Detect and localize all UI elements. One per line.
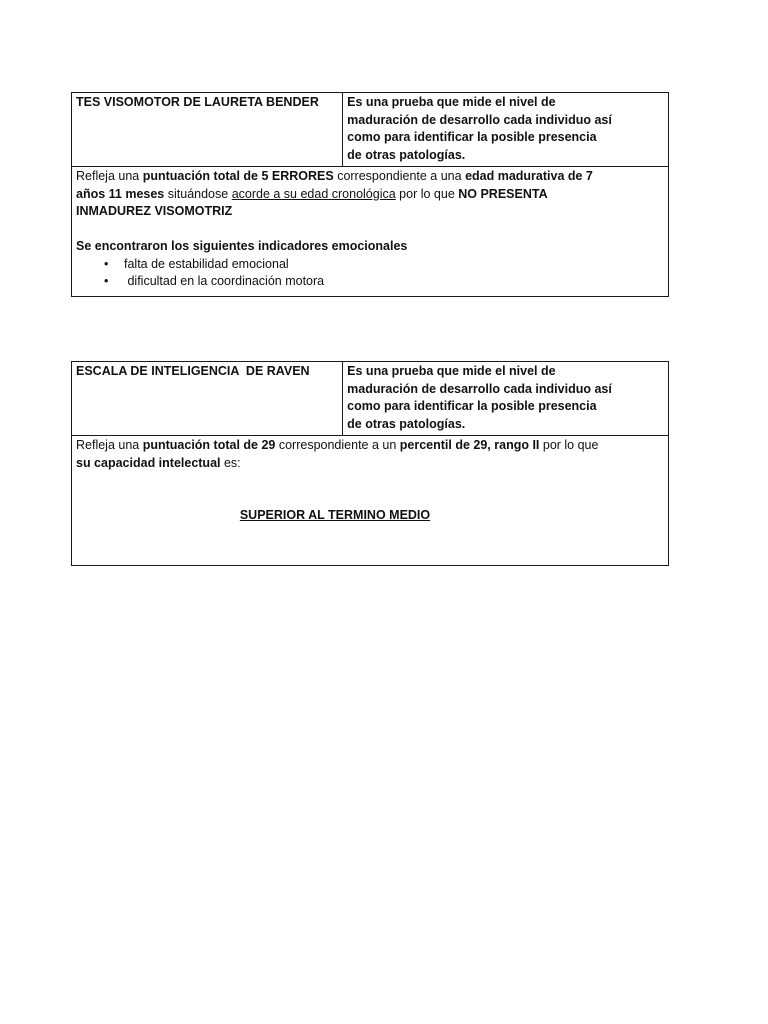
test-result-cell xyxy=(72,167,669,297)
result-text: por lo que xyxy=(539,438,599,452)
result-conclusion: SUPERIOR AL TERMINO MEDIO xyxy=(239,508,431,522)
result-chronological: acorde a su edad cronológica xyxy=(231,186,396,201)
result-text: correspondiente a una xyxy=(333,169,466,183)
result-text: Refleja una xyxy=(76,438,143,452)
result-score: puntuación total de 5 ERRORES xyxy=(142,169,334,183)
result-text: por lo que xyxy=(395,186,459,201)
test-name: TES VISOMOTOR DE LAURETA BENDER xyxy=(72,93,343,167)
indicators-title: Se encontraron los siguientes indicadores emocionales xyxy=(76,239,408,253)
result-conclusion: NO PRESENTA INMADUREZ VISOMOTRIZ xyxy=(76,186,548,218)
result-score: puntuación total de 29 xyxy=(142,438,276,452)
result-maturity-age: edad madurativa de 7 años 11 meses xyxy=(76,169,593,201)
test-description-cell xyxy=(343,362,669,436)
result-paragraph xyxy=(76,437,664,472)
result-percentile: percentil de 29, rango II xyxy=(399,438,540,452)
result-capacity: su capacidad intelectual xyxy=(76,455,221,470)
result-text: es: xyxy=(220,455,241,470)
indicators-list xyxy=(76,256,664,291)
test-name: ESCALA DE INTELIGENCIA DE RAVEN xyxy=(72,362,343,436)
result-text: situándose xyxy=(164,186,232,201)
test-description-cell xyxy=(343,93,669,167)
list-item: • falta de estabilidad emocional xyxy=(104,256,664,274)
bender-test-table xyxy=(71,92,669,297)
test-description: Es una prueba que mide el nivel de maduración de desarrollo cada individuo así como para identificar la posible presencia de otras patologías. xyxy=(347,364,612,431)
result-text: correspondiente a un xyxy=(275,438,400,452)
result-paragraph xyxy=(76,168,664,221)
raven-test-table xyxy=(71,361,669,566)
result-text: Refleja una xyxy=(76,169,143,183)
test-description: Es una prueba que mide el nivel de maduración de desarrollo cada individuo así como para identificar la posible presencia de otras patologías. xyxy=(347,95,612,162)
list-item: • dificultad en la coordinación motora xyxy=(104,273,664,291)
test-result-cell xyxy=(72,436,669,566)
